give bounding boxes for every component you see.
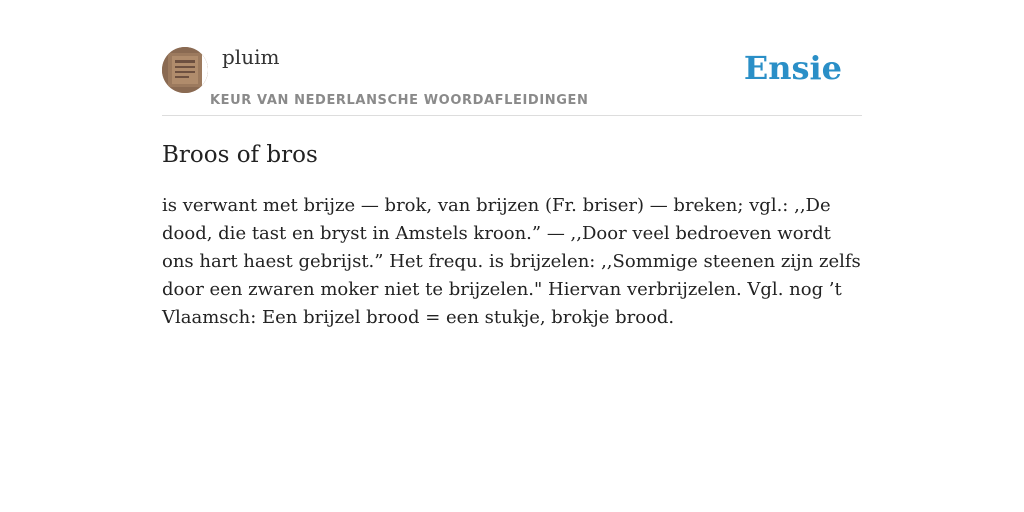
page-container [162, 0, 862, 332]
page-header [162, 0, 862, 116]
entry-title: Broos of bros [162, 142, 318, 168]
dictionary-source-label[interactable]: KEUR VAN NEDERLANSCHE WOORDAFLEIDINGEN [210, 93, 589, 108]
avatar[interactable] [162, 47, 208, 93]
ensie-logo[interactable]: Ensie [743, 49, 842, 87]
entry-definition: is verwant met brijze — brok, van brijzen (Fr. briser) — breken; vgl.: ,,De dood, die tast en bryst in Amstels kroon.” — ,,Door veel bedroeven wordt ons hart haest gebrijst.” Het frequ. is brijzelen: ,,Sommige steenen zijn zelfs door een zwaren moker niet te brijzelen." Hiervan verbrijzelen. Vgl. nog ’t Vlaamsch: Een brijzel brood = een stukje, brokje brood. [162, 195, 861, 328]
avatar-image [162, 47, 208, 93]
username-link[interactable]: pluim [222, 45, 280, 69]
